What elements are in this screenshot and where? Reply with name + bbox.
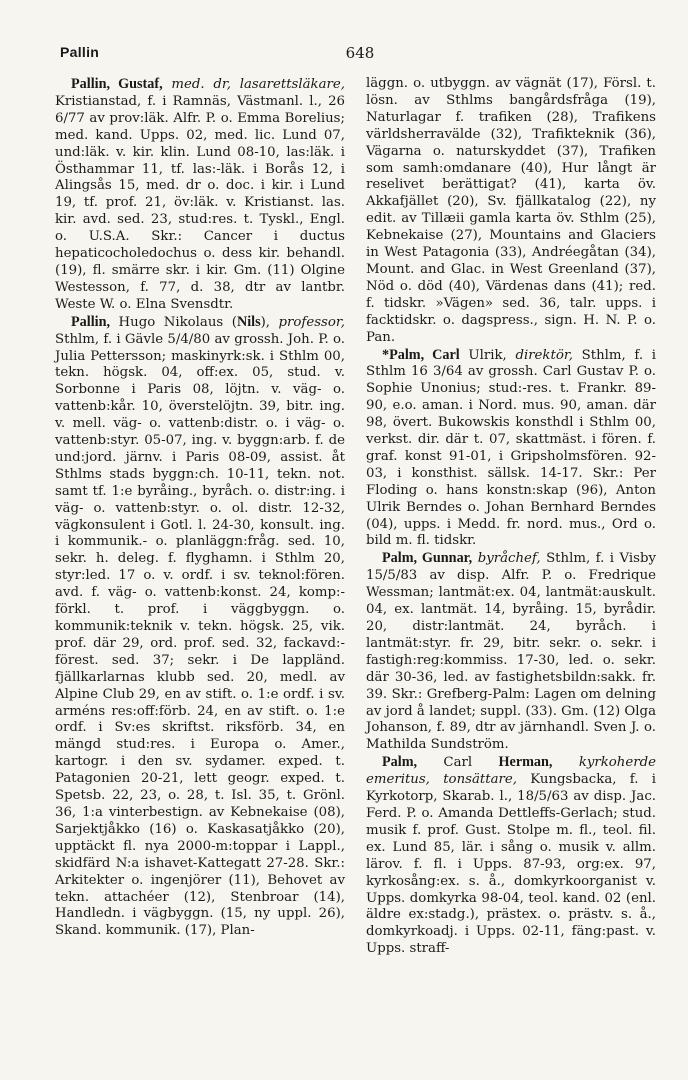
entry-pallin-nils	[55, 314, 345, 941]
entry-name: *Palm, Carl	[382, 346, 460, 363]
entry-title: professor,	[278, 314, 345, 330]
entry-given-name: Ulrik,	[468, 347, 507, 363]
entry-title: med. dr, lasarettsläkare,	[171, 77, 345, 92]
entry-title: direktör,	[515, 347, 573, 363]
entry-name: Palm,	[382, 754, 418, 771]
entry-title: byråchef,	[477, 551, 541, 567]
right-column	[366, 76, 656, 958]
left-column	[55, 76, 345, 940]
page-header	[60, 44, 660, 68]
page-number: 648	[345, 44, 375, 62]
entry-title: kyrkoherde emeritus, tonsättare,	[366, 755, 656, 788]
entry-palm-carl-ulrik	[366, 347, 656, 551]
running-head: Pallin	[60, 44, 100, 60]
entry-text: Kristianstad, f. i Ramnäs, Västmanl. l., 26 6/77 av prov:läk. Alfr. P. o. Emma Borelius; med. kand. Upps. 02, med. lic. Lund 07, und:läk. v. kir. klin. Lund 08-10, las:läk. i Östhammar 11, tf. las:-läk. i Borås 12, i Alingsås 15, med. dr o. doc. i kir. i Lund 19, tf. prof. 21, öv:läk. v. Kristianst. las. kir. avd. sed. 23, stud:res. t. Tyskl., Engl. o. U.S.A. Skr.: Cancer i ductus hepaticocholedochus o. dess kir. behandl. (19), fl. smärre skr. i kir. Gm. (11) Olgine Westesson, f. 77, d. 38, dtr av lantbr. Weste W. o. Elna Svensdtr.	[55, 93, 345, 312]
entry-call-name: Herman,	[498, 754, 553, 771]
entry-text: Kungsbacka, f. i Kyrkotorp, Skarab. l., 18/5/63 av disp. Jac. Ferd. P. o. Amanda Dettleffs-Gerlach; stud. musik f. prof. Gust. Stolpe m. fl., teol. fil. ex. Lund 85, lär. i sång o. musik v. allm. lärov. f. fl. i Upps. 87-93, org:ex. 97, kyrkosång:ex. s. å., domkyrkoorganist v. Upps. domkyrka 98-04, teol. kand. 02 (enl. äldre ex:stadg.), prästex. o. prästv. s. å., domkyrkoadj. i Upps. 02-11, fäng:past. v. Upps. straff-	[366, 772, 656, 957]
entry-continuation: läggn. o. utbyggn. av vägnät (17), Försl. t. lösn. av Sthlms bangårdsfråga (19), Naturlagar f. trafiken (28), Trafikens världsherravälde (32), Trafikteknik (36), Vägarna o. naturskyddet (37), Trafiken som samh:omdanare (40), Hur långt är reselivet berättigat? (41), karta öv. Akkafjället (20), Sv. fjällkatalog (22), ny edit. av Tillæii gamla karta öv. Sthlm (25), Kebnekaise (27), Mountains and Glaciers in West Patagonia (33), Andréegåtan (34), Mount. and Glac. in West Greenland (37), Nöd o. död (40), Värdenas dans (41); red. f. tidskr. »Vägen» sed. 36, talr. upps. i facktidskr. o. dagspress., sign. H. N. P. o. Pan.	[366, 76, 656, 345]
entry-name: Pallin,	[71, 313, 111, 330]
entry-palm-herman	[366, 754, 656, 958]
entry-name: Palm, Gunnar,	[382, 550, 473, 567]
entry-given-name: Hugo Nikolaus (	[118, 314, 237, 330]
entry-name: Pallin, Gustaf,	[71, 76, 163, 92]
entry-text: Sthlm, f. i Gävle 5/4/80 av grossh. Joh. P. o. Julia Pettersson; maskinyrk:sk. i Sthlm 00, tekn. högsk. 04, off:ex. 05, stud. v. Sorbonne i Paris 08, löjtn. v. väg- o. vattenb:kår. 10, överstelöjtn. 39, bitr. ing. v. mell. väg- o. vattenb:distr. o. i väg- o. vattenb:styr. 05-07, ing. v. byggn:arb. f. de und:jord. järnv. i Paris 08-09, assist. åt Sthlms stads byggn:ch. 10-11, tekn. not. samt tf. 1:e byråing., byråch. o. distr:ing. i väg- o. vattenb:styr. o. ol. distr. 12-32, vägkonsulent i Gotl. l. 24-30, konsult. ing. i kommunik.- o. planläggn:fråg. sed. 10, sekr. h. deleg. f. flyghamn. i Sthlm 20, styr:led. 17 o. v. ordf. i sv. teknol:fören. avd. f. väg- o. vattenb:konst. 24, komp:-förkl. t. prof. i väggbyggn. o. kommunik:teknik v. tekn. högsk. 25, vik. prof. där 29, ord. prof. sed. 32, fackavd:-förest. sed. 37; sekr. i De lappländ. fjällkarlarnas klubb sed. 20, medl. av Alpine Club 29, en av stift. o. 1:e ordf. i sv. arméns res:off:förb. 24, en av stift. o. 1:e ordf. i Sv:es skriftst. riksförb. 34, en mängd stud:res. i Europa o. Amer., kartogr. i den sv. sydamer. exped. t. Patagonien 20-21, lett geogr. exped. t. Spetsb. 22, 23, o. 28, t. Isl. 35, t. Grönl. 36, 1:a vinterbestign. av Kebnekaise (08), Sarjektjåkko (16) o. Kaskasatjåkko (20), upptäckt fl. nya 2000-m:toppar i Lappl., skidfärd N:a ishavet-Kattegatt 27-28. Skr.: Arkitekter o. ingenjörer (11), Behovet av tekn. attachéer (12), Stenbroar (14), Handledn. i vägbyggn. (15, ny uppl. 26), Skand. kommunik. (17), Plan-	[55, 331, 345, 939]
entry-name-close: ),	[260, 314, 271, 330]
entry-text: Sthlm, f. i Sthlm 16 3/64 av grossh. Carl Gustav P. o. Sophie Unonius; stud:-res. t. Frankr. 89-90, e.o. aman. i Nord. mus. 90, aman. där 98, övert. Bukowskis konsthdl i Sthlm 00, verkst. dir. där t. 07, skattmäst. i fören. f. graf. konst 91-01, i Gripsholmsfören. 92-03, i konsthist. sällsk. 14-17. Skr.: Per Floding o. hans konstn:skap (96), Anton Ulrik Berndes o. Johan Bernhard Berndes (04), upps. i Medd. fr. nord. mus., Ord o. bild m. fl. tidskr.	[366, 347, 656, 549]
entry-given-name: Carl	[443, 755, 473, 771]
entry-text: Sthlm, f. i Visby 15/5/83 av disp. Alfr. P. o. Fredrique Wessman; lantmät:ex. 04, lantmät:auskult. 04, ex. lantmät. 14, byråing. 15, byrådir. 20, distr:lantmät. 24, byråch. i lantmät:styr. fr. 29, bitr. sekr. o. sekr. i fastigh:reg:kommiss. 17-30, led. o. sekr. där 30-36, led. av fastighetsbildn:sakk. fr. 39. Skr.: Grefberg-Palm: Lagen om delning av jord å landet; suppl. (33). Gm. (12) Olga Johanson, f. 89, dtr av järnhandl. Sven J. o. Mathilda Sundström.	[366, 551, 656, 753]
entry-palm-gunnar	[366, 550, 656, 754]
entry-pallin-gustaf	[55, 76, 345, 314]
entry-call-name: Nils	[236, 313, 261, 330]
